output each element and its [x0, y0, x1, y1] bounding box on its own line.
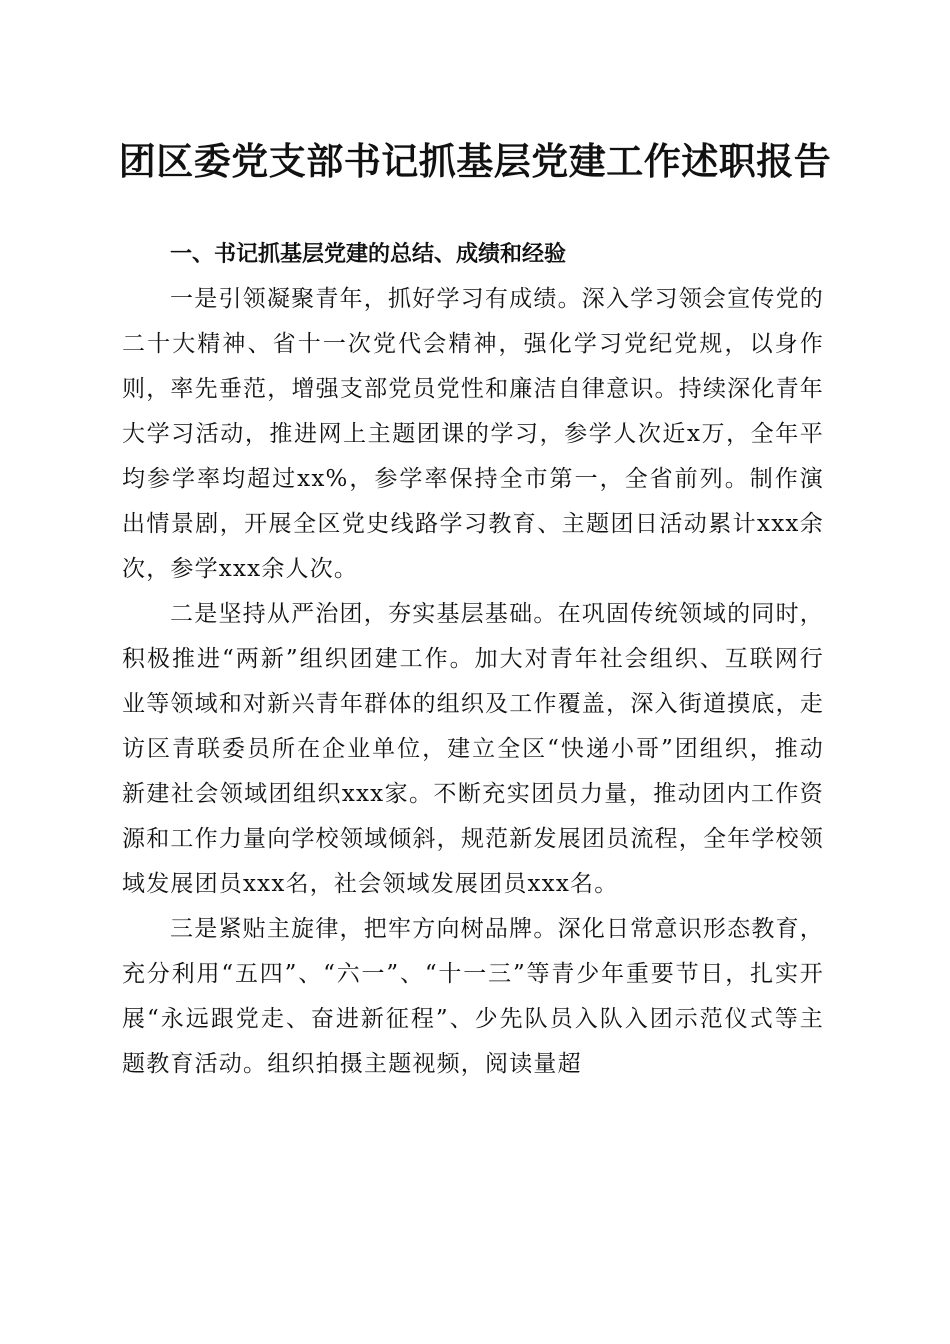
- section-heading: 一、书记抓基层党建的总结、成绩和经验: [170, 242, 567, 267]
- paragraph-3-lead: 三是紧贴主旋律，把牢方向树品牌。: [170, 916, 558, 942]
- paragraph-2: [122, 592, 824, 907]
- document-body: [122, 232, 824, 1087]
- document-title: 团区委党支部书记抓基层党建工作述职报告: [118, 139, 832, 183]
- paragraph-3: [122, 907, 824, 1087]
- paragraph-1: [122, 277, 824, 592]
- paragraph-1-lead: 一是引领凝聚青年，抓好学习有成绩。: [170, 286, 582, 312]
- paragraph-1-body: 深入学习领会宣传党的二十大精神、省十一次党代会精神，强化学习党纪党规，以身作则，率先垂范，增强支部党员党性和廉洁自律意识。持续深化青年大学习活动，推进网上主题团课的学习，参学人次近x万，全年平均参学率均超过xx%，参学率保持全市第一，全省前列。制作演出情景剧，开展全区党史线路学习教育、主题团日活动累计xxx余次，参学xxx余人次。: [122, 286, 825, 582]
- paragraph-2-lead: 二是坚持从严治团，夯实基层基础。: [170, 601, 558, 627]
- paragraph-3-body: 深化日常意识形态教育，充分利用“五四”、“六一”、“十一三”等青少年重要节日，扎实开展“永远跟党走、奋进新征程”、少先队员入队入团示范仪式等主题教育活动。组织拍摄主题视频，阅读量超: [122, 916, 825, 1077]
- paragraph-2-body: 在巩固传统领域的同时，积极推进“两新”组织团建工作。加大对青年社会组织、互联网行业等领域和对新兴青年群体的组织及工作覆盖，深入街道摸底，走访区青联委员所在企业单位，建立全区“快递小哥”团组织，推动新建社会领域团组织xxx家。不断充实团员力量，推动团内工作资源和工作力量向学校领域倾斜，规范新发展团员流程，全年学校领域发展团员xxx名，社会领域发展团员xxx名。: [122, 601, 825, 897]
